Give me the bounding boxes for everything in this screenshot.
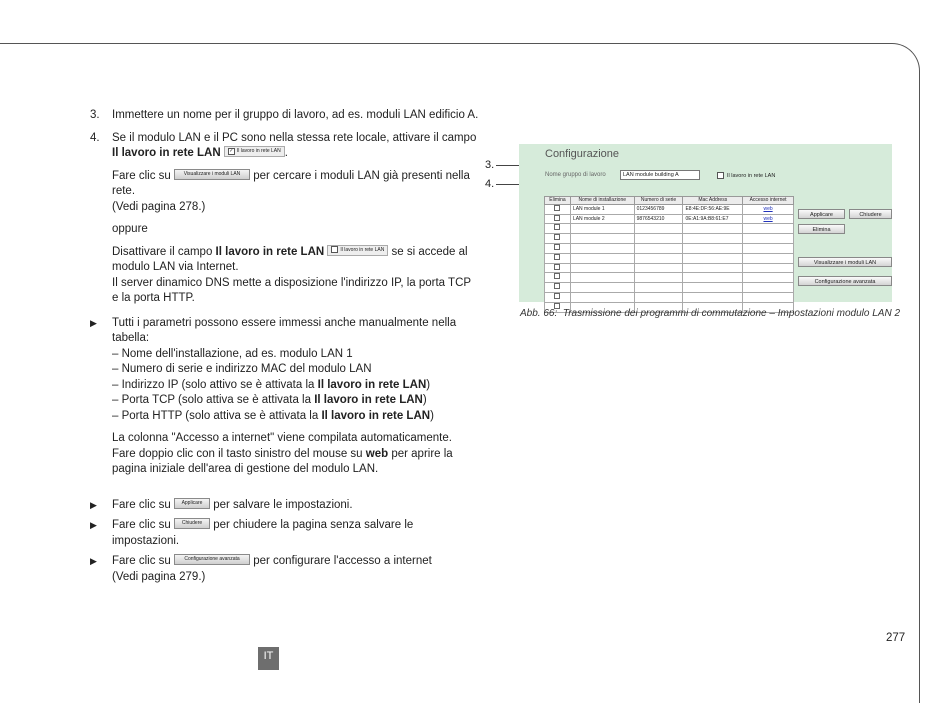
bullet-close: ▶ Fare clic su Chiudere per chiudere la pagina senza salvare le impostazioni.: [90, 519, 414, 547]
delete-checkbox[interactable]: [554, 273, 560, 279]
modules-table: [544, 196, 794, 313]
table-row: [545, 234, 794, 244]
triangle-bullet-icon: ▶: [90, 520, 97, 530]
delete-checkbox[interactable]: [554, 224, 560, 230]
lan-checkbox-inline-off: Il lavoro in rete LAN: [327, 245, 388, 256]
col-accesso: Accesso internet: [743, 197, 794, 205]
instructions-column: [90, 108, 480, 585]
figure-caption: Abb. 66: Trasmissione dei programmi di commutazione – Impostazioni modulo LAN 2: [520, 308, 901, 319]
col-elimina: Elimina: [545, 197, 571, 205]
configuration-screenshot: [519, 144, 892, 302]
delete-checkbox[interactable]: [554, 254, 560, 260]
table-row: LAN module 2 9876543210 0E:A1:9A:B8:61:E7 web: [545, 214, 794, 224]
group-label: Nome gruppo di lavoro: [545, 172, 606, 178]
delete-checkbox[interactable]: [554, 215, 560, 221]
advanced-config-button-inline: Configurazione avanzata: [174, 554, 250, 565]
table-row: [545, 283, 794, 293]
apply-button[interactable]: Applicare: [798, 209, 845, 219]
show-modules-button-inline: Visualizzare i moduli LAN: [174, 169, 250, 180]
col-mac: Mac Address: [683, 197, 743, 205]
col-serie: Numero di serie: [634, 197, 683, 205]
step-number: 3.: [90, 109, 100, 121]
table-row: [545, 292, 794, 302]
show-modules-button[interactable]: Visualizzare i moduli LAN: [798, 257, 892, 267]
delete-checkbox[interactable]: [554, 234, 560, 240]
web-link[interactable]: web: [763, 215, 773, 222]
advanced-config-button[interactable]: Configurazione avanzata: [798, 276, 892, 286]
table-row: [545, 273, 794, 283]
ref-278: (Vedi pagina 278.): [112, 200, 206, 213]
delete-checkbox[interactable]: [554, 264, 560, 270]
delete-checkbox[interactable]: [554, 244, 560, 250]
step-3: [90, 108, 480, 124]
checked-icon: ✓: [229, 147, 234, 154]
group-name-input[interactable]: LAN module building A: [620, 170, 700, 180]
disable-text: Disattivare il campo Il lavoro in rete LAN Il lavoro in rete LAN se si accede al modulo LAN via Internet.: [112, 245, 468, 273]
lan-checkbox-inline: ✓ Il lavoro in rete LAN: [224, 146, 285, 157]
delete-checkbox[interactable]: [554, 283, 560, 289]
col-nome: Nome di installazione: [570, 197, 634, 205]
callout-3: 3.: [485, 159, 495, 171]
page-number: 277: [886, 632, 906, 644]
table-row: [545, 253, 794, 263]
table-row: [545, 224, 794, 234]
table-row: [545, 243, 794, 253]
bullet-params: ▶ Tutti i parametri possono essere immessi anche manualmente nella tabella: – Nome dell'installazione, ad es. modulo LAN 1 – Numero di serie e indirizzo MAC del modulo LAN – Indirizzo IP (solo attivo se è attivata la Il lavoro in rete LAN) – Porta TCP (solo attiva se è attivata la Il lavoro in rete LAN) – Porta HTTP (solo attiva se è attivata la Il lavoro in rete LAN) La colonna "Accesso a internet" viene compilata automaticamente. Fare doppio clic con il tasto sinistro del mouse su web per aprire la pagina iniziale dell'area di gestione del modulo LAN.: [90, 316, 457, 475]
step-number: 4.: [90, 131, 100, 144]
click-show-text: Fare clic su Visualizzare i moduli LAN per cercare i moduli LAN già presenti nella rete.: [112, 169, 470, 197]
apply-button-inline: Applicare: [174, 498, 210, 509]
table-row: [545, 263, 794, 273]
triangle-bullet-icon: ▶: [90, 556, 97, 566]
step-4: [90, 131, 480, 307]
close-button-inline: Chiudere: [174, 518, 210, 529]
unchecked-icon: [331, 246, 338, 253]
lan-checkbox[interactable]: Il lavoro in rete LAN: [717, 172, 775, 180]
language-tab: IT: [258, 647, 279, 670]
web-link[interactable]: web: [763, 205, 773, 212]
oppure: oppure: [112, 223, 148, 235]
close-button[interactable]: Chiudere: [849, 209, 892, 219]
bullet-apply: ▶ Fare clic su Applicare per salvare le impostazioni.: [90, 498, 480, 514]
triangle-bullet-icon: ▶: [90, 317, 97, 328]
config-title: Configurazione: [545, 148, 619, 160]
step-text: Se il modulo LAN e il PC sono nella stessa rete locale, attivare il campo Il lavoro in rete LAN ✓ Il lavoro in rete LAN .: [112, 131, 477, 159]
delete-checkbox[interactable]: [554, 293, 560, 299]
delete-checkbox[interactable]: [554, 205, 560, 211]
delete-button[interactable]: Elimina: [798, 224, 845, 234]
step-text: Immettere un nome per il gruppo di lavoro, ad es. moduli LAN edificio A.: [112, 109, 479, 121]
callout-4: 4.: [485, 178, 495, 190]
triangle-bullet-icon: ▶: [90, 499, 97, 510]
unchecked-icon: [717, 172, 724, 179]
dns-text: Il server dinamico DNS mette a disposizione l'indirizzo IP, la porta TCP e la porta HTTP.: [112, 276, 471, 304]
bullet-advanced: ▶ Fare clic su Configurazione avanzata per configurare l'accesso a internet (Vedi pagina 279.): [90, 555, 432, 583]
table-row: LAN module 1 0123456789 E8:4E:DF:56:AE:9E web: [545, 204, 794, 214]
